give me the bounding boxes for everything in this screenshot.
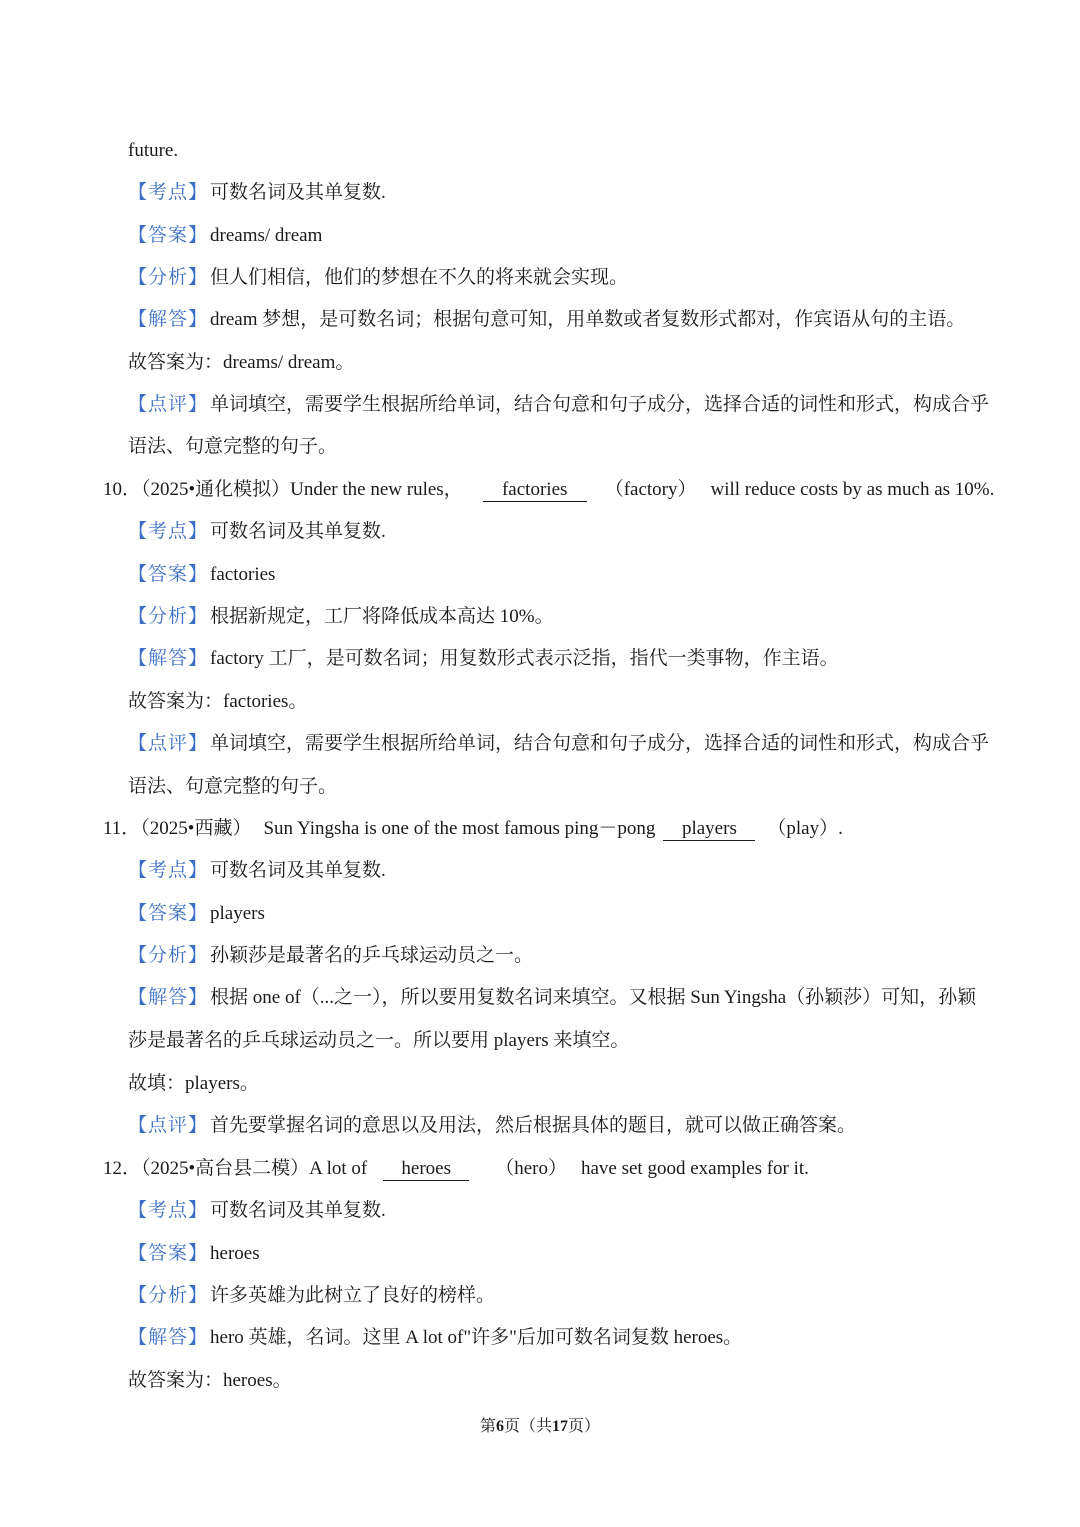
q12-jieda-text: hero 英雄，名词。这里 A lot of"许多"后加可数名词复数 heroes。 — [210, 1327, 743, 1348]
q12-prefix: 12．（2025•高台县二模）A lot of — [103, 1158, 368, 1179]
q11-jieda-line-2 — [128, 1028, 990, 1054]
q12-hint: （hero） — [495, 1158, 567, 1179]
page-footer — [0, 1416, 1080, 1438]
tag-fenxi: 【分析】 — [128, 945, 209, 966]
continuation-line — [128, 138, 990, 164]
q10-daan-text: factories — [210, 564, 276, 585]
q11-kaodian-text: 可数名词及其单复数. — [210, 860, 386, 881]
q10-jieda-text: factory 工厂，是可数名词；用复数形式表示泛指，指代一类事物，作主语。 — [210, 648, 839, 669]
result-line — [128, 350, 990, 376]
question-10 — [103, 477, 1020, 503]
tag-kaodian: 【考点】 — [128, 1200, 209, 1221]
q12-daan-line — [128, 1241, 990, 1267]
result-text: 故答案为：dreams/ dream。 — [128, 352, 355, 373]
daan-text: dreams/ dream — [210, 225, 323, 246]
tag-jieda: 【解答】 — [128, 309, 209, 330]
tag-daan: 【答案】 — [128, 225, 209, 246]
q11-hint: （play）. — [767, 818, 843, 839]
q12-answer-blank: heroes — [383, 1158, 469, 1181]
tag-jieda: 【解答】 — [128, 1327, 209, 1348]
kaodian-line — [128, 180, 990, 206]
q11-jieda-line — [128, 985, 990, 1011]
q11-daan-text: players — [210, 903, 265, 924]
q11-result-line — [128, 1071, 990, 1097]
q10-fenxi-line — [128, 604, 990, 630]
q12-fenxi-line — [128, 1283, 990, 1309]
q12-kaodian-text: 可数名词及其单复数. — [210, 1200, 386, 1221]
q10-dianping-text: 单词填空，需要学生根据所给单词，结合句意和句子成分，选择合适的词性和形式，构成合乎 — [210, 733, 990, 754]
q11-kaodian-line — [128, 858, 990, 884]
q11-daan-line — [128, 901, 990, 927]
dianping-text: 单词填空，需要学生根据所给单词，结合句意和句子成分，选择合适的词性和形式，构成合乎 — [210, 394, 990, 415]
q10-dianping-text-2: 语法、句意完整的句子。 — [128, 776, 338, 797]
q10-fenxi-text: 根据新规定，工厂将降低成本高达 10%。 — [210, 606, 554, 627]
tag-daan: 【答案】 — [128, 1243, 209, 1264]
q10-answer-blank: factories — [483, 479, 587, 502]
fenxi-line — [128, 265, 990, 291]
tag-jieda: 【解答】 — [128, 648, 209, 669]
jieda-line — [128, 307, 990, 333]
q11-fenxi-text: 孙颖莎是最著名的乒乓球运动员之一。 — [210, 945, 534, 966]
q10-dianping-line — [128, 731, 990, 757]
fenxi-text: 但人们相信，他们的梦想在不久的将来就会实现。 — [210, 267, 629, 288]
q12-result-text: 故答案为：heroes。 — [128, 1370, 292, 1391]
q12-result-line — [128, 1368, 990, 1394]
q11-jieda-text-2: 莎是最著名的乒乓球运动员之一。所以要用 players 来填空。 — [128, 1030, 630, 1051]
tag-kaodian: 【考点】 — [128, 860, 209, 881]
tag-jieda: 【解答】 — [128, 987, 209, 1008]
tag-dianping: 【点评】 — [128, 1115, 209, 1136]
q10-suffix: will reduce costs by as much as 10%. — [710, 479, 995, 500]
q10-kaodian-line — [128, 519, 990, 545]
jieda-text: dream 梦想，是可数名词；根据句意可知，用单数或者复数形式都对，作宾语从句的主语。 — [210, 309, 966, 330]
q10-jieda-line — [128, 646, 990, 672]
tag-daan: 【答案】 — [128, 903, 209, 924]
dianping-line — [128, 392, 990, 418]
q10-daan-line — [128, 562, 990, 588]
footer-page-number: 6 — [495, 1418, 504, 1435]
tag-fenxi: 【分析】 — [128, 606, 209, 627]
q12-suffix: have set good examples for it. — [580, 1158, 809, 1179]
footer-pre: 第 — [479, 1418, 496, 1435]
q11-fenxi-line — [128, 943, 990, 969]
tag-kaodian: 【考点】 — [128, 521, 209, 542]
q11-dianping-line — [128, 1113, 990, 1139]
q11-jieda-text: 根据 one of（...之一），所以要用复数名词来填空。又根据 Sun Yingsha（孙颖莎）可知，孙颖 — [210, 987, 977, 1008]
tag-kaodian: 【考点】 — [128, 182, 209, 203]
q12-daan-text: heroes — [210, 1243, 260, 1264]
continuation-text: future. — [128, 140, 179, 161]
tag-dianping: 【点评】 — [128, 733, 209, 754]
dianping-text-2: 语法、句意完整的句子。 — [128, 436, 338, 457]
q12-kaodian-line — [128, 1198, 990, 1224]
tag-fenxi: 【分析】 — [128, 1285, 209, 1306]
q11-result-text: 故填：players。 — [128, 1073, 259, 1094]
footer-total-pages: 17 — [552, 1418, 568, 1435]
q11-dianping-text: 首先要掌握名词的意思以及用法，然后根据具体的题目，就可以做正确答案。 — [210, 1115, 857, 1136]
q11-answer-blank: players — [663, 818, 755, 841]
q11-text: Sun Yingsha is one of the most famous ping－pong — [263, 818, 656, 839]
q11-prefix: 11．（2025•西藏） — [103, 818, 252, 839]
footer-mid: 页（共 — [503, 1418, 552, 1435]
question-11 — [103, 816, 1020, 842]
dianping-line-2 — [128, 434, 990, 460]
q10-kaodian-text: 可数名词及其单复数. — [210, 521, 386, 542]
q12-fenxi-text: 许多英雄为此树立了良好的榜样。 — [210, 1285, 496, 1306]
tag-dianping: 【点评】 — [128, 394, 209, 415]
q10-result-line — [128, 689, 990, 715]
tag-daan: 【答案】 — [128, 564, 209, 585]
footer-post: 页） — [568, 1418, 601, 1435]
kaodian-text: 可数名词及其单复数. — [210, 182, 386, 203]
q10-dianping-line-2 — [128, 774, 990, 800]
q10-prefix: 10．（2025•通化模拟）Under the new rules， — [103, 479, 463, 500]
q10-result-text: 故答案为：factories。 — [128, 691, 308, 712]
tag-fenxi: 【分析】 — [128, 267, 209, 288]
q12-jieda-line — [128, 1325, 990, 1351]
question-12 — [103, 1156, 1020, 1182]
q10-hint: （factory） — [604, 479, 697, 500]
daan-line — [128, 223, 990, 249]
